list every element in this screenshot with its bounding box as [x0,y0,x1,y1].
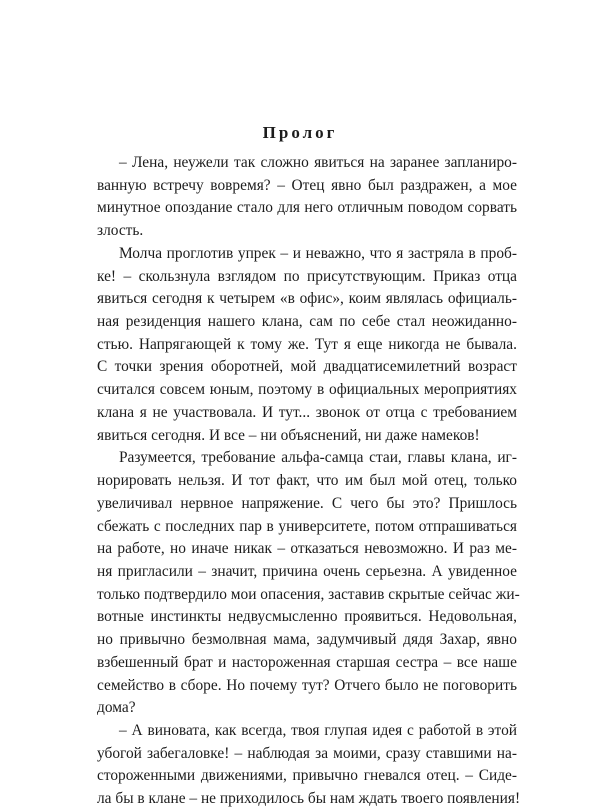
text-line: С точки зрения оборотней, мой двадцатисемилетний возраст [97,358,517,376]
text-line: ке! – скользнула взглядом по присутствующим. Приказ отца [97,267,517,285]
text-line: увеличивал нервное напряжение. С чего бы это? Пришлось [97,494,517,512]
text-line: ня пригласили – значит, причина очень серьезна. А увиденное [97,562,517,580]
text-line: ванную встречу вовремя? – Отец явно был раздражен, а мое [97,176,517,194]
text-line: Молча проглотив упрек – и неважно, что я застряла в проб- [119,244,517,262]
text-line: но привычно безмолвная мама, задумчивый дядя Захар, явно [97,631,517,649]
text-line: ла бы в клане – не приходилось бы нам ждать твоего появления! [97,790,521,808]
text-line: на работе, но иначе никак – отказаться невозможно. И раз ме- [97,540,517,558]
text-line: вотные инстинкты недвусмысленно проявиться. Недовольная, [97,608,517,626]
text-line: сбежать с последних пар в университете, потом отпрашиваться [97,517,517,535]
text-line: явиться сегодня к четырем «в офис», коим являлась официаль- [97,290,517,308]
text-line: норировать нельзя. И тот факт, что им был мой отец, только [97,472,517,490]
text-line: убогой забегаловке! – наблюдая за моими, сразу ставшими на- [97,744,517,762]
text-line: дома? [97,699,136,717]
text-line: минутное опоздание стало для него отличным поводом сорвать [97,199,517,217]
body-text [97,152,521,811]
text-line: явиться сегодня. И все – ни объяснений, ни даже намеков! [97,426,480,444]
text-line: ная резиденция нашего клана, сам по себе стал неожиданно- [97,313,517,331]
chapter-title: Пролог [262,123,338,142]
text-line: взбешенный брат и настороженная старшая сестра – все наше [97,653,517,671]
text-line: только подтвердило мои опасения, заставив скрытые сейчас жи- [97,585,520,603]
text-line: – А виновата, как всегда, твоя глупая идея с работой в этой [119,721,517,739]
text-line: злость. [97,222,144,240]
text-line: Разумеется, требование альфа-самца стаи, главы клана, иг- [119,449,517,467]
text-line: – Лена, неужели так сложно явиться на заранее запланиро- [119,154,517,171]
text-line: стороженными движениями, привычно гневался отец. – Сиде- [97,767,517,785]
text-line: стью. Напрягающей к тому же. Тут я еще никогда не бывала. [97,335,517,353]
text-line: клана я не участвовала. И тут... звонок от отца с требованием [97,403,517,421]
text-line: семейство в сборе. Но почему тут? Отчего было не поговорить [97,676,517,694]
text-line: считался совсем юным, поэтому в официальных мероприятиях [97,381,517,399]
